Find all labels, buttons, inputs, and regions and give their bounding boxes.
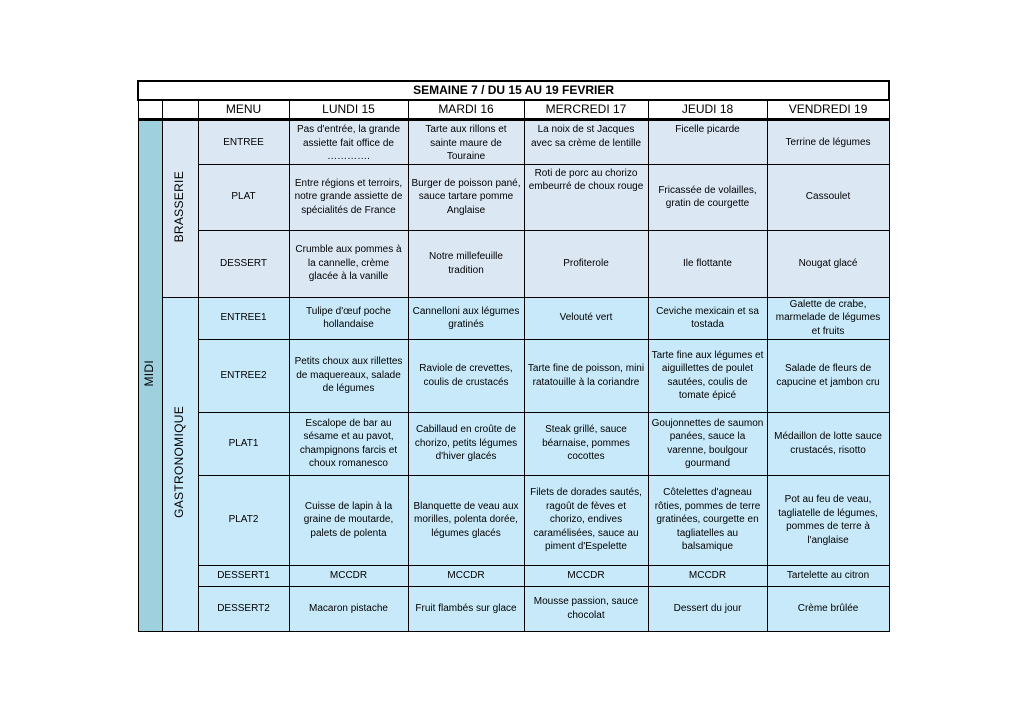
menu-item: MCCDR	[648, 565, 767, 586]
menu-item: Dessert du jour	[648, 586, 767, 631]
section-label-cell	[162, 297, 198, 631]
menu-item: Blanquette de veau aux morilles, polenta dorée, légumes glacés	[408, 475, 524, 565]
menu-item: Pas d'entrée, la grande assiette fait office de ………….	[289, 120, 408, 165]
menu-item: Terrine de légumes	[767, 120, 889, 165]
menu-item: Macaron pistache	[289, 586, 408, 631]
category-label: DESSERT1	[198, 565, 289, 586]
menu-item: Fricassée de volailles, gratin de courgette	[648, 164, 767, 230]
category-label: PLAT2	[198, 475, 289, 565]
menu-item: Fruit flambés sur glace	[408, 586, 524, 631]
menu-item: Goujonnettes de saumon panées, sauce la varenne, boulgour gourmand	[648, 412, 767, 475]
menu-item: Tarte fine de poisson, mini ratatouille à la coriandre	[524, 339, 648, 412]
menu-item: Ficelle picarde	[648, 120, 767, 165]
menu-item: MCCDR	[408, 565, 524, 586]
menu-item: Petits choux aux rillettes de maquereaux, salade de légumes	[289, 339, 408, 412]
menu-item: Raviole de crevettes, coulis de crustacés	[408, 339, 524, 412]
header-day: LUNDI 15	[289, 100, 408, 120]
header-day: JEUDI 18	[648, 100, 767, 120]
menu-item: Crumble aux pommes à la cannelle, crème glacée à la vanille	[289, 230, 408, 297]
menu-item: Tulipe d'œuf poche hollandaise	[289, 297, 408, 339]
header-day: VENDREDI 19	[767, 100, 889, 120]
menu-item: Ile flottante	[648, 230, 767, 297]
gastro-plat2-row	[138, 475, 889, 565]
menu-item: Tarte aux rillons et sainte maure de Touraine	[408, 120, 524, 165]
menu-item: Cabillaud en croûte de chorizo, petits légumes d'hiver glacés	[408, 412, 524, 475]
menu-item: MCCDR	[289, 565, 408, 586]
menu-item: Profiterole	[524, 230, 648, 297]
menu-item: Tarte fine aux légumes et aiguillettes de poulet sautées, coulis de tomate épicé	[648, 339, 767, 412]
menu-item: Entre régions et terroirs, notre grande assiette de spécialités de France	[289, 164, 408, 230]
section-label-brasserie: BRASSERIE	[172, 170, 187, 243]
menu-item: Ceviche mexicain et sa tostada	[648, 297, 767, 339]
brasserie-plat-row	[138, 164, 889, 230]
menu-item: Steak grillé, sauce béarnaise, pommes cocottes	[524, 412, 648, 475]
menu-item: Burger de poisson pané, sauce tartare pomme Anglaise	[408, 164, 524, 230]
header-day: MERCREDI 17	[524, 100, 648, 120]
menu-item: Roti de porc au chorizo embeurré de choux rouge	[524, 164, 648, 230]
section-label-gastronomique: GASTRONOMIQUE	[172, 405, 187, 518]
brasserie-entree-row	[138, 120, 889, 165]
header-blank-cell	[138, 100, 162, 120]
gastro-entree1-row	[138, 297, 889, 339]
category-label: ENTREE	[198, 120, 289, 165]
service-label-cell	[138, 120, 162, 632]
category-label: DESSERT2	[198, 586, 289, 631]
gastro-dessert1-row	[138, 565, 889, 586]
category-label: ENTREE2	[198, 339, 289, 412]
menu-item: MCCDR	[524, 565, 648, 586]
menu-item: Mousse passion, sauce chocolat	[524, 586, 648, 631]
menu-item: Cassoulet	[767, 164, 889, 230]
menu-item: Tartelette au citron	[767, 565, 889, 586]
menu-item: Cuisse de lapin à la graine de moutarde, palets de polenta	[289, 475, 408, 565]
menu-item: Pot au feu de veau, tagliatelle de légumes, pommes de terre à l'anglaise	[767, 475, 889, 565]
category-label: PLAT1	[198, 412, 289, 475]
category-label: DESSERT	[198, 230, 289, 297]
menu-item: Côtelettes d'agneau rôties, pommes de terre gratinées, courgette en tagliatelles au balsamique	[648, 475, 767, 565]
header-row	[138, 100, 889, 120]
brasserie-dessert-row	[138, 230, 889, 297]
gastro-dessert2-row	[138, 586, 889, 631]
menu-item: Galette de crabe, marmelade de légumes et fruits	[767, 297, 889, 339]
menu-item: Crème brûlée	[767, 586, 889, 631]
menu-item: Cannelloni aux légumes gratinés	[408, 297, 524, 339]
service-label: MIDI	[142, 360, 157, 387]
section-label-cell	[162, 120, 198, 298]
header-blank-cell	[162, 100, 198, 120]
header-menu: MENU	[198, 100, 289, 120]
menu-item: Escalope de bar au sésame et au pavot, champignons farcis et choux romanesco	[289, 412, 408, 475]
menu-item: Filets de dorades sautés, ragoût de fèves et chorizo, endives caramélisées, sauce au piment d'Espelette	[524, 475, 648, 565]
menu-item: Médaillon de lotte sauce crustacés, risotto	[767, 412, 889, 475]
weekly-menu-table	[137, 80, 890, 632]
title-row	[138, 81, 889, 100]
gastro-entree2-row	[138, 339, 889, 412]
gastro-plat1-row	[138, 412, 889, 475]
menu-item: Salade de fleurs de capucine et jambon cru	[767, 339, 889, 412]
category-label: ENTREE1	[198, 297, 289, 339]
menu-item: Notre millefeuille tradition	[408, 230, 524, 297]
menu-item: Nougat glacé	[767, 230, 889, 297]
category-label: PLAT	[198, 164, 289, 230]
menu-title: SEMAINE 7 / DU 15 AU 19 FEVRIER	[138, 81, 889, 100]
menu-item: La noix de st Jacques avec sa crème de lentille	[524, 120, 648, 165]
menu-item: Velouté vert	[524, 297, 648, 339]
header-day: MARDI 16	[408, 100, 524, 120]
